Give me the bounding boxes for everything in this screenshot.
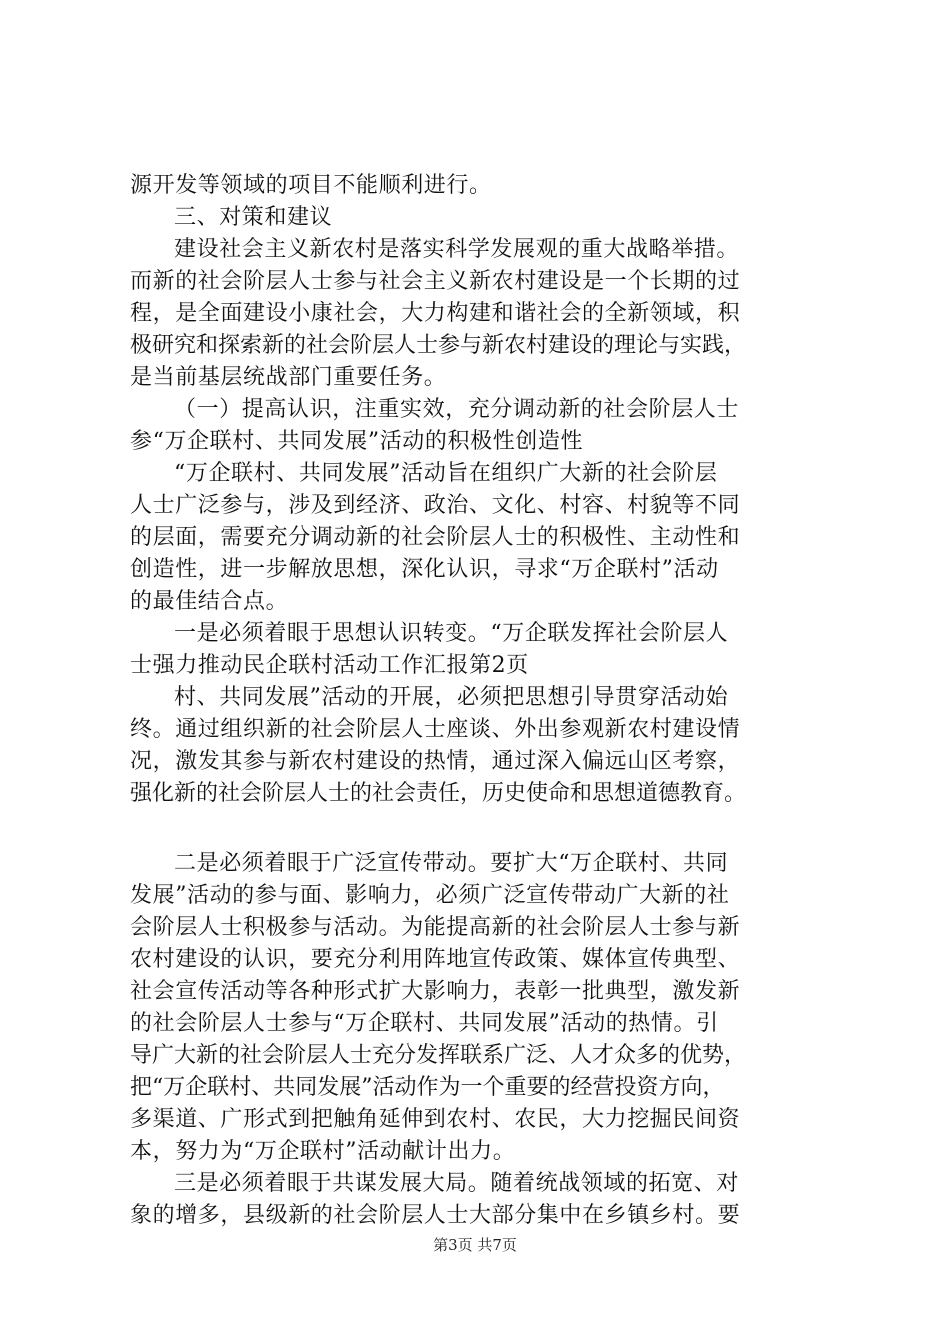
section-heading: 三、对策和建议 — [174, 205, 333, 230]
text-line: 况，激发其参与新农村建设的热情，通过深入偏远山区考察， — [130, 749, 741, 774]
document-body — [130, 170, 830, 1232]
text-line: 是当前基层统战部门重要任务。 — [130, 365, 447, 390]
text-line: 发展”活动的参与面、影响力，必须广泛宣传带动广大新的社 — [130, 883, 730, 908]
text-line: 源开发等领域的项目不能顺利进行。 — [130, 173, 492, 198]
text-line: 创造性，进一步解放思想，深化认识，寻求“万企联村”活动 — [130, 557, 719, 582]
text-line: 把“万企联村、共同发展”活动作为一个重要的经营投资方向， — [130, 1075, 725, 1100]
subsection-heading-continued: 参“万企联村、共同发展”活动的积极性创造性 — [130, 429, 584, 454]
text-line: 三是必须着眼于共谋发展大局。随着统战领域的拓宽、对 — [174, 1171, 740, 1196]
text-line: 强化新的社会阶层人士的社会责任，历史使命和思想道德教育。 — [130, 781, 747, 806]
text-line: 一是必须着眼于思想认识转变。“万企联发挥社会阶层人 — [174, 621, 729, 646]
text-line: 导广大新的社会阶层人士充分发挥联系广泛、人才众多的优势， — [130, 1043, 747, 1068]
text-line: 的最佳结合点。 — [130, 589, 289, 614]
text-line: 极研究和探索新的社会阶层人士参与新农村建设的理论与实践， — [130, 333, 747, 358]
text-line: 农村建设的认识，要充分利用阵地宣传政策、媒体宣传典型、 — [130, 947, 741, 972]
text-line: 士强力推动民企联村活动工作汇报第2页 — [130, 653, 529, 678]
text-line: 二是必须着眼于广泛宣传带动。要扩大“万企联村、共同 — [174, 851, 729, 876]
text-line: 的社会阶层人士参与“万企联村、共同发展”活动的热情。引 — [130, 1011, 719, 1036]
paragraph-gap — [130, 810, 830, 848]
text-line: 程，是全面建设小康社会，大力构建和谐社会的全新领域，积 — [130, 301, 741, 326]
text-line: 象的增多，县级新的社会阶层人士大部分集中在乡镇乡村。要 — [130, 1203, 741, 1228]
text-line: 终。通过组织新的社会阶层人士座谈、外出参观新农村建设情 — [130, 717, 741, 742]
subsection-heading: （一）提高认识，注重实效，充分调动新的社会阶层人士 — [174, 397, 740, 422]
text-line: 村、共同发展”活动的开展，必须把思想引导贯穿活动始 — [174, 685, 729, 710]
text-line: 社会宣传活动等各种形式扩大影响力，表彰一批典型，激发新 — [130, 979, 741, 1004]
text-line: 本，努力为“万企联村”活动献计出力。 — [130, 1139, 516, 1164]
text-line: “万企联村、共同发展”活动旨在组织广大新的社会阶层 — [174, 461, 718, 486]
text-line: 会阶层人士积极参与活动。为能提高新的社会阶层人士参与新 — [130, 915, 741, 940]
page-number-footer: 第3页 共7页 — [433, 1236, 517, 1254]
text-line: 建设社会主义新农村是落实科学发展观的重大战略举措。 — [174, 237, 740, 262]
text-line: 多渠道、广形式到把触角延伸到农村、农民，大力挖掘民间资 — [130, 1107, 741, 1132]
text-line: 人士广泛参与，涉及到经济、政治、文化、村容、村貌等不同 — [130, 493, 741, 518]
text-line: 而新的社会阶层人士参与社会主义新农村建设是一个长期的过 — [130, 269, 741, 294]
text-line: 的层面，需要充分调动新的社会阶层人士的积极性、主动性和 — [130, 525, 741, 550]
